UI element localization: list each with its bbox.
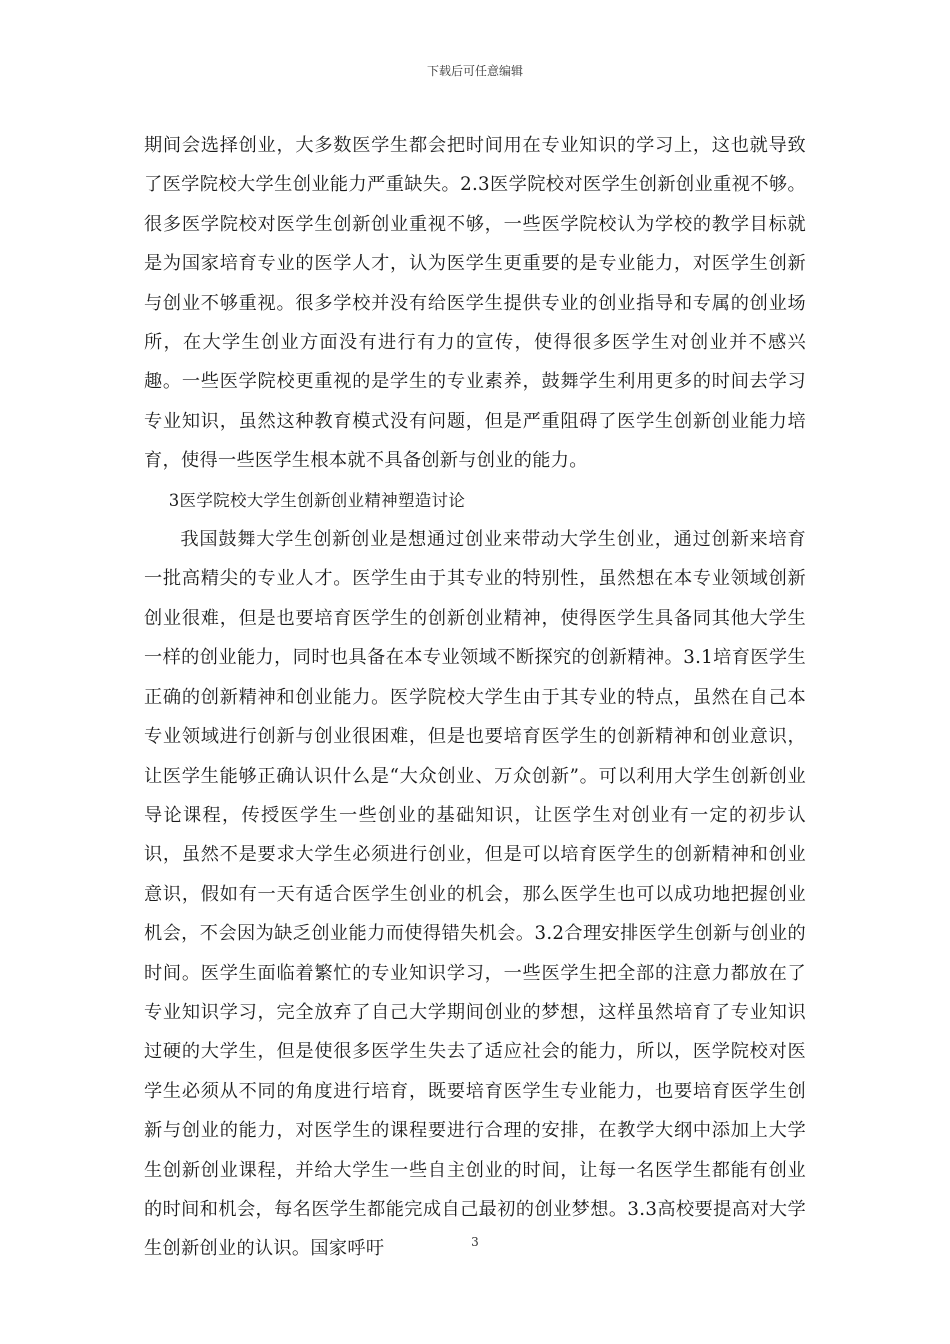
page-number: 3 (471, 1235, 479, 1249)
body-text (144, 126, 806, 1269)
paragraph-continuation: 期间会选择创业，大多数医学生都会把时间用在专业知识的学习上，这也就导致了医学院校大学生创业能力严重缺失。2.3医学院校对医学生创新创业重视不够。很多医学院校对医学生创新创业重视不够，一些医学院校认为学校的教学目标就是为国家培育专业的医学人才，认为医学生更重要的是专业能力，对医学生创新与创业不够重视。很多学校并没有给医学生提供专业的创业指导和专属的创业场所，在大学生创业方面没有进行有力的宣传，使得很多医学生对创业并不感兴趣。一些医学院校更重视的是学生的专业素养，鼓舞学生利用更多的时间去学习专业知识，虽然这种教育模式没有问题，但是严重阻碍了医学生创新创业能力培育，使得一些医学生根本就不具备创新与创业的能力。 (144, 135, 806, 472)
paragraph: 我国鼓舞大学生创新创业是想通过创业来带动大学生创业，通过创新来培育一批高精尖的专业人才。医学生由于其专业的特别性，虽然想在本专业领域创新创业很难，但是也要培育医学生的创新创业精神，使得医学生具备同其他大学生一样的创业能力，同时也具备在本专业领域不断探究的创新精神。3.1培育医学生正确的创新精神和创业能力。医学院校大学生由于其专业的特点，虽然在自己本专业领域进行创新与创业很困难，但是也要培育医学生的创新精神和创业意识，让医学生能够正确认识什么是“大众创业、万众创新”。可以利用大学生创新创业导论课程，传授医学生一些创业的基础知识，让医学生对创业有一定的初步认识，虽然不是要求大学生必须进行创业，但是可以培育医学生的创新精神和创业意识，假如有一天有适合医学生创业的机会，那么医学生也可以成功地把握创业机会，不会因为缺乏创业能力而使得错失机会。3.2合理安排医学生创新与创业的时间。医学生面临着繁忙的专业知识学习，一些医学生把全部的注意力都放在了专业知识学习，完全放弃了自己大学期间创业的梦想，这样虽然培育了专业知识过硬的大学生，但是使很多医学生失去了适应社会的能力，所以，医学院校对医学生必须从不同的角度进行培育，既要培育医学生专业能力，也要培育医学生创新与创业的能力，对医学生的课程要进行合理的安排，在教学大纲中添加上大学生创新创业课程，并给大学生一些自主创业的时间，让每一名医学生都能有创业的时间和机会，每名医学生都能完成自己最初的创业梦想。3.3高校要提高对大学生创新创业的认识。国家呼吁 (144, 529, 806, 1260)
section-heading: 3医学院校大学生创新创业精神塑造讨论 (168, 490, 466, 510)
page-header: 下载后可任意编辑 (426, 64, 523, 78)
